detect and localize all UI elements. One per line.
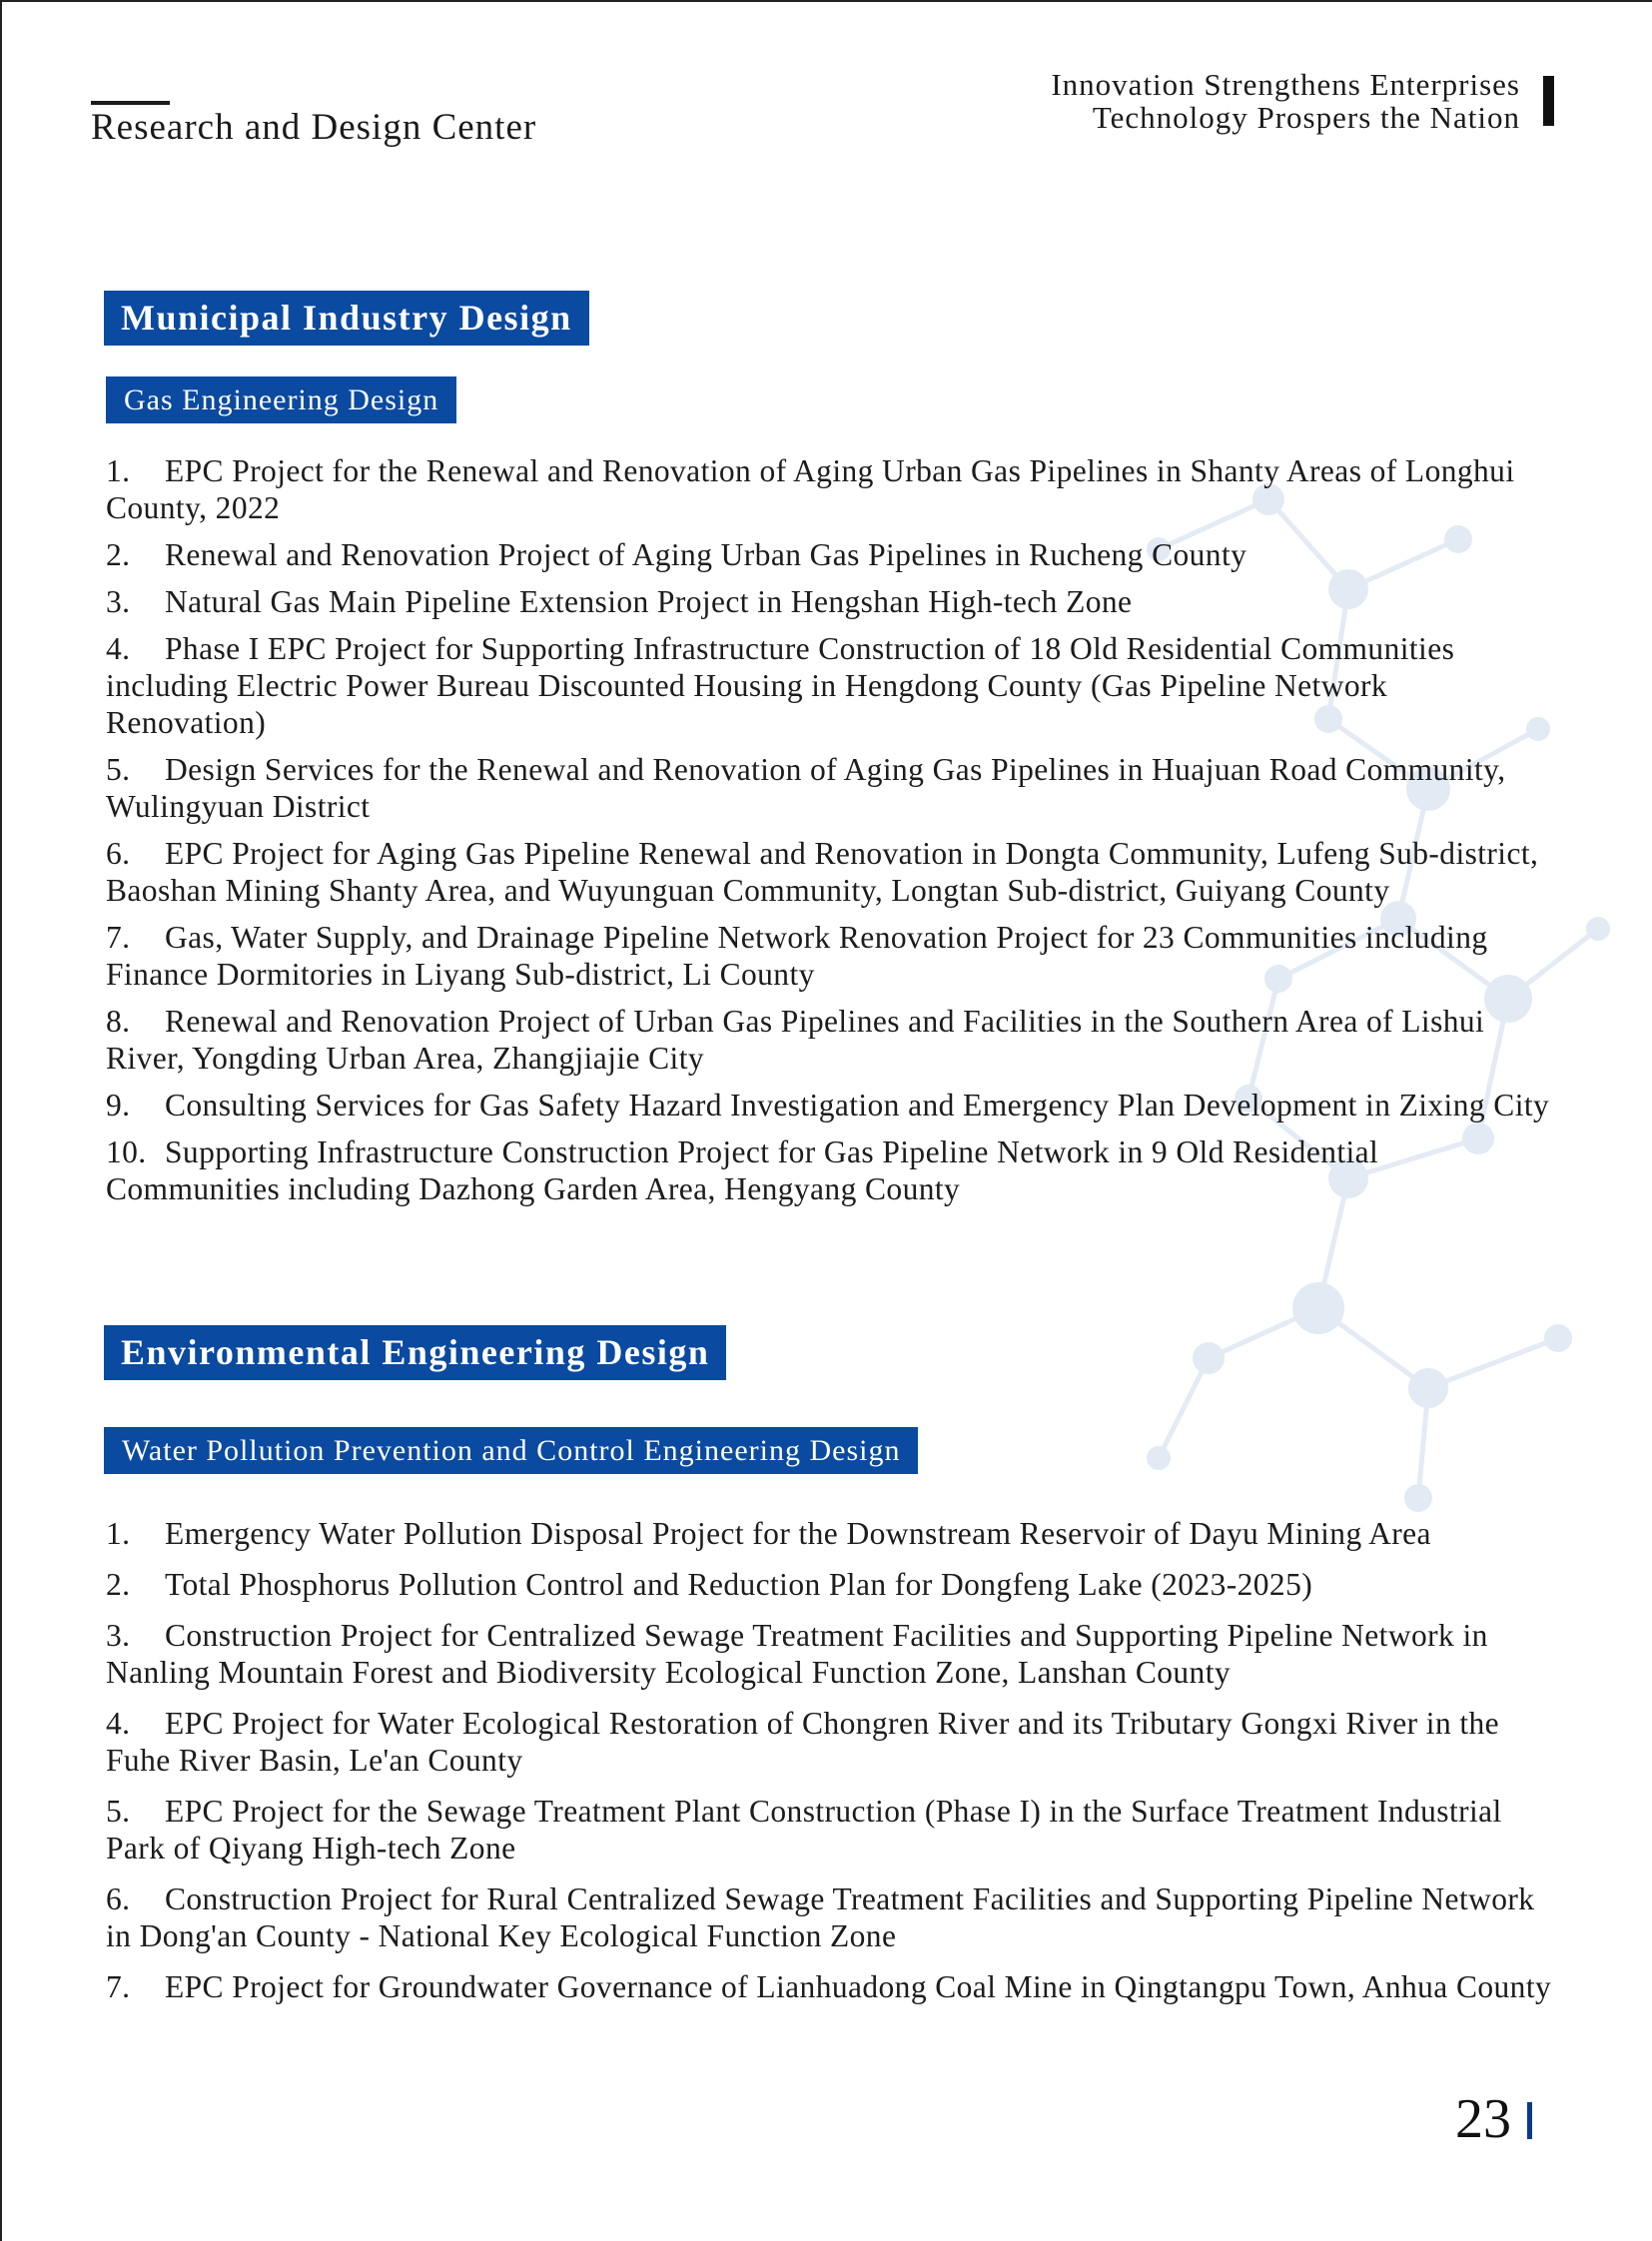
gas-project-list bbox=[106, 452, 1554, 1217]
list-item: 1. Emergency Water Pollution Disposal Project for the Downstream Reservoir of Dayu Mining Area bbox=[106, 1516, 1431, 1551]
list-item: 3. Natural Gas Main Pipeline Extension Project in Hengshan High-tech Zone bbox=[106, 584, 1133, 619]
header-slogan bbox=[1051, 68, 1520, 134]
list-item: 3. Construction Project for Centralized Sewage Treatment Facilities and Supporting Pipeline Network in Nanling Mountain Forest and Biodiversity Ecological Function Zone, Lanshan County bbox=[106, 1618, 1488, 1690]
section-title-municipal: Municipal Industry Design bbox=[104, 291, 589, 346]
list-item: 5. EPC Project for the Sewage Treatment Plant Construction (Phase I) in the Surface Treatment Industrial Park of Qiyang High-tech Zone bbox=[106, 1794, 1502, 1866]
page-number-mark bbox=[1527, 2102, 1532, 2139]
slogan-line-2: Technology Prospers the Nation bbox=[1092, 100, 1520, 135]
water-project-list bbox=[106, 1515, 1554, 2019]
list-item: 9. Consulting Services for Gas Safety Hazard Investigation and Emergency Plan Development in Zixing City bbox=[106, 1088, 1550, 1122]
list-item: 2. Renewal and Renovation Project of Aging Urban Gas Pipelines in Rucheng County bbox=[106, 537, 1247, 572]
page-number: 23 bbox=[1455, 2088, 1511, 2150]
list-item: 8. Renewal and Renovation Project of Urban Gas Pipelines and Facilities in the Southern Area of Lishui River, Yongding Urban Area, Zhangjiajie City bbox=[106, 1004, 1485, 1076]
subsection-title-gas: Gas Engineering Design bbox=[106, 376, 456, 423]
header-accent-bar bbox=[1543, 76, 1554, 126]
list-item: 7. EPC Project for Groundwater Governance of Lianhuadong Coal Mine in Qingtangpu Town, Anhua County bbox=[106, 1969, 1552, 2004]
list-item: 6. EPC Project for Aging Gas Pipeline Renewal and Renovation in Dongta Community, Lufeng Sub-district, Baoshan Mining Shanty Area, and Wuyunguan Community, Longtan Sub-district, Guiyang County bbox=[106, 836, 1539, 908]
list-item: 7. Gas, Water Supply, and Drainage Pipeline Network Renovation Project for 23 Communities including Finance Dormitories in Liyang Sub-district, Li County bbox=[106, 920, 1488, 992]
header-rule bbox=[91, 101, 170, 105]
list-item: 4. EPC Project for Water Ecological Restoration of Chongren River and its Tributary Gongxi River in the Fuhe River Basin, Le'an County bbox=[106, 1706, 1500, 1778]
list-item: 6. Construction Project for Rural Centralized Sewage Treatment Facilities and Supporting Pipeline Network in Dong'an County - National Key Ecological Function Zone bbox=[106, 1881, 1535, 1953]
list-item: 2. Total Phosphorus Pollution Control and Reduction Plan for Dongfeng Lake (2023-2025) bbox=[106, 1567, 1313, 1602]
list-item: 4. Phase I EPC Project for Supporting Infrastructure Construction of 18 Old Residential Communities including Electric Power Bureau Discounted Housing in Hengdong County (Gas Pipeline Network Renovation) bbox=[106, 631, 1455, 740]
list-item: 10. Supporting Infrastructure Construction Project for Gas Pipeline Network in 9 Old Residential Communities including Dazhong Garden Area, Hengyang County bbox=[106, 1134, 1379, 1206]
list-item: 5. Design Services for the Renewal and Renovation of Aging Gas Pipelines in Huajuan Road Community, Wulingyuan District bbox=[106, 752, 1506, 824]
section-title-environmental: Environmental Engineering Design bbox=[104, 1325, 726, 1380]
subsection-title-water: Water Pollution Prevention and Control Engineering Design bbox=[104, 1427, 918, 1474]
list-item: 1. EPC Project for the Renewal and Renovation of Aging Urban Gas Pipelines in Shanty Areas of Longhui County, 2022 bbox=[106, 453, 1515, 525]
header-center-name: Research and Design Center bbox=[91, 107, 537, 148]
slogan-line-1: Innovation Strengthens Enterprises bbox=[1051, 67, 1520, 102]
